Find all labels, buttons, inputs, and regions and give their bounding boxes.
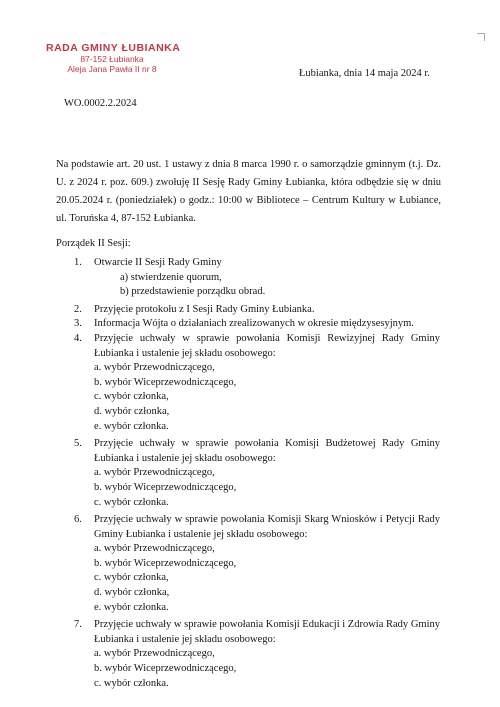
agenda-subitem: d. wybór członka, — [94, 405, 170, 417]
agenda-item-title: Przyjęcie protokołu z I Sesji Rady Gminy Łubianka. — [94, 303, 315, 315]
agenda-item-number: 7. — [74, 619, 82, 631]
agenda-subitem: a) stwierdzenie quorum, — [120, 271, 222, 283]
agenda-subitem: a. wybór Przewodniczącego, — [94, 467, 215, 479]
agenda-subitem: d. wybór członka, — [94, 587, 170, 599]
agenda-item-title: Otwarcie II Sesji Rady Gminy — [94, 257, 222, 268]
agenda-subitem: a. wybór Przewodniczącego, — [94, 362, 215, 374]
agenda-subitem: b. wybór Wiceprzewodniczącego, — [94, 663, 237, 675]
agenda-item-number: 2. — [74, 303, 82, 315]
stamp-postal: 87-152 Łubianka — [80, 54, 144, 64]
agenda-subitem: b. wybór Wiceprzewodniczącego, — [94, 376, 237, 388]
agenda-item-number: 4. — [74, 332, 82, 344]
place-date: Łubianka, dnia 14 maja 2024 r. — [299, 68, 430, 79]
agenda-subitem: c. wybór członka. — [94, 677, 169, 689]
agenda-subitem: e. wybór członka. — [94, 420, 169, 432]
council-stamp — [46, 42, 181, 74]
agenda-item-title: Przyjęcie uchwały w sprawie powołania Komisji Budżetowej Rady Gminy Łubianka i ustalenie jej składu osobowego: — [94, 438, 440, 464]
agenda-item — [74, 256, 440, 300]
agenda-subitem: a. wybór Przewodniczącego, — [94, 543, 215, 555]
agenda-subitem: c. wybór członka, — [94, 572, 169, 584]
intro-paragraph: Na podstawie art. 20 ust. 1 ustawy z dnia 8 marca 1990 r. o samorządzie gminnym (t.j. Dz. U. z 2024 r. poz. 609.) zwołuję II Sesję Rady Gminy Łubianka, która odbędzie się w dniu 20.05.2024 r. (poniedziałek) o godz.: 10:00 w Bibliotece – Centrum Kultury w Łubiance, ul. Toruńska 4, 87-152 Łubianka. — [56, 159, 441, 224]
agenda-subitem: a. wybór Przewodniczącego, — [94, 648, 215, 660]
reference-number: WO.0002.2.2024 — [64, 98, 137, 109]
agenda-item — [74, 513, 440, 615]
agenda-item-title: Informacja Wójta o działaniach zrealizowanych w okresie międzysesyjnym. — [94, 318, 414, 330]
agenda-item — [74, 618, 440, 691]
agenda-subitem: c. wybór członka, — [94, 391, 169, 403]
agenda-item — [74, 303, 440, 318]
stamp-name: RADA GMINY ŁUBIANKA — [46, 42, 181, 54]
agenda-item-number: 5. — [74, 438, 82, 450]
agenda-heading: Porządek II Sesji: — [56, 238, 131, 249]
agenda-item-title: Przyjęcie uchwały w sprawie powołania Komisji Edukacji i Zdrowia Rady Gminy Łubianka i ustalenie jej składu osobowego: — [94, 619, 440, 645]
agenda-item — [74, 317, 440, 332]
agenda-subitem: b. wybór Wiceprzewodniczącego, — [94, 557, 237, 569]
agenda-item-number: 6. — [74, 514, 82, 526]
agenda-list — [74, 256, 440, 691]
agenda-subitem: c. wybór członka. — [94, 496, 169, 508]
stamp-street: Aleja Jana Pawła II nr 8 — [67, 64, 157, 74]
corner-mark — [477, 33, 485, 41]
agenda-item-number: 1. — [74, 257, 82, 268]
agenda-subitem: e. wybór członka. — [94, 601, 169, 613]
agenda-subitem: b) przedstawienie porządku obrad. — [120, 286, 266, 298]
agenda-item-title: Przyjęcie uchwały w sprawie powołania Komisji Skarg Wniosków i Petycji Rady Gminy Łubianka i ustalenie jej składu osobowego: — [94, 514, 440, 540]
agenda-item — [74, 332, 440, 434]
agenda-subitem: b. wybór Wiceprzewodniczącego, — [94, 481, 237, 493]
agenda-item-number: 3. — [74, 318, 82, 330]
agenda-item-title: Przyjęcie uchwały w sprawie powołania Komisji Rewizyjnej Rady Gminy Łubianka i ustalenie jej składu osobowego: — [94, 332, 440, 359]
agenda-item — [74, 437, 440, 510]
